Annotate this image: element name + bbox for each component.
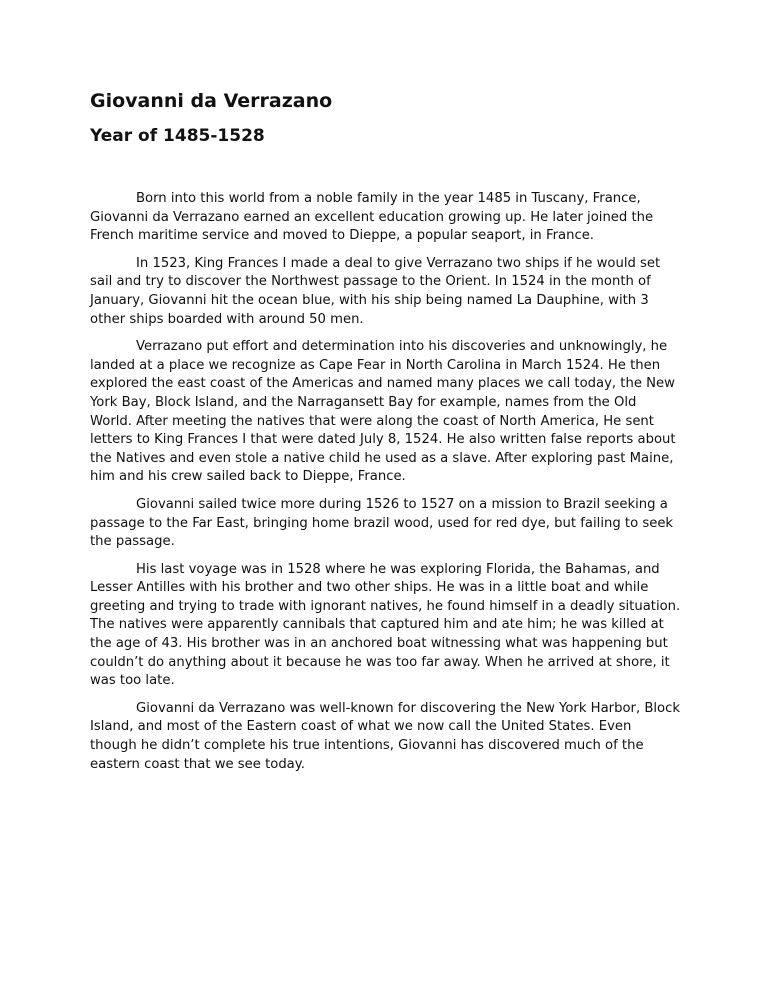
paragraph-first-voyage: In 1523, King Frances I made a deal to give Verrazano two ships if he would set sail and try to discover the Northwest passage to the Orient. In 1524 in the month of January, Giovanni hit the ocean blue, with his ship being named La Dauphine, with 3 other ships boarded with around 50 men.: [90, 255, 661, 327]
paragraph-brazil-voyages: Giovanni sailed twice more during 1526 to 1527 on a mission to Brazil seeking a passage to the Far East, bringing home brazil wood, used for red dye, but failing to seek the passage.: [90, 496, 674, 550]
document-page: [90, 88, 682, 783]
paragraph-legacy: Giovanni da Verrazano was well-known for discovering the New York Harbor, Block Island, and most of the Eastern coast of what we now call the United States. Even though he didn’t complete his true intentions, Giovanni has discovered much of the eastern coast that we see today.: [90, 700, 681, 772]
paragraph-birth: Born into this world from a noble family in the year 1485 in Tuscany, France, Giovanni da Verrazano earned an excellent education growing up. He later joined the French maritime service and moved to Dieppe, a popular seaport, in France.: [90, 191, 654, 244]
paragraph-last-voyage: His last voyage was in 1528 where he was exploring Florida, the Bahamas, and Lesser Antilles with his brother and two other ships. He was in a little boat and while greeting and trying to trade with ignorant natives, he found himself in a deadly situation. The natives were apparently cannibals that captured him and ate him; he was killed at the age of 43. His brother was in an anchored boat witnessing what was happening but couldn’t do anything about it because he was too far away. When he arrived at shore, it was too late.: [90, 561, 681, 689]
document-title: Giovanni da Verrazano: [90, 90, 333, 112]
paragraph-discoveries: Verrazano put effort and determination into his discoveries and unknowingly, he landed at a place we recognize as Cape Fear in North Carolina in March 1524. He then explored the east coast of the Americas and named many places we call today, the New York Bay, Block Island, and the Narragansett Bay for example, names from the Old World. After meeting the natives that were along the coast of North America, He sent letters to King Frances I that were dated July 8, 1524. He also written false reports about the Natives and even stole a native child he used as a slave. After exploring past Maine, him and his crew sailed back to Dieppe, France.: [90, 339, 676, 485]
document-subtitle: Year of 1485-1528: [90, 126, 265, 146]
